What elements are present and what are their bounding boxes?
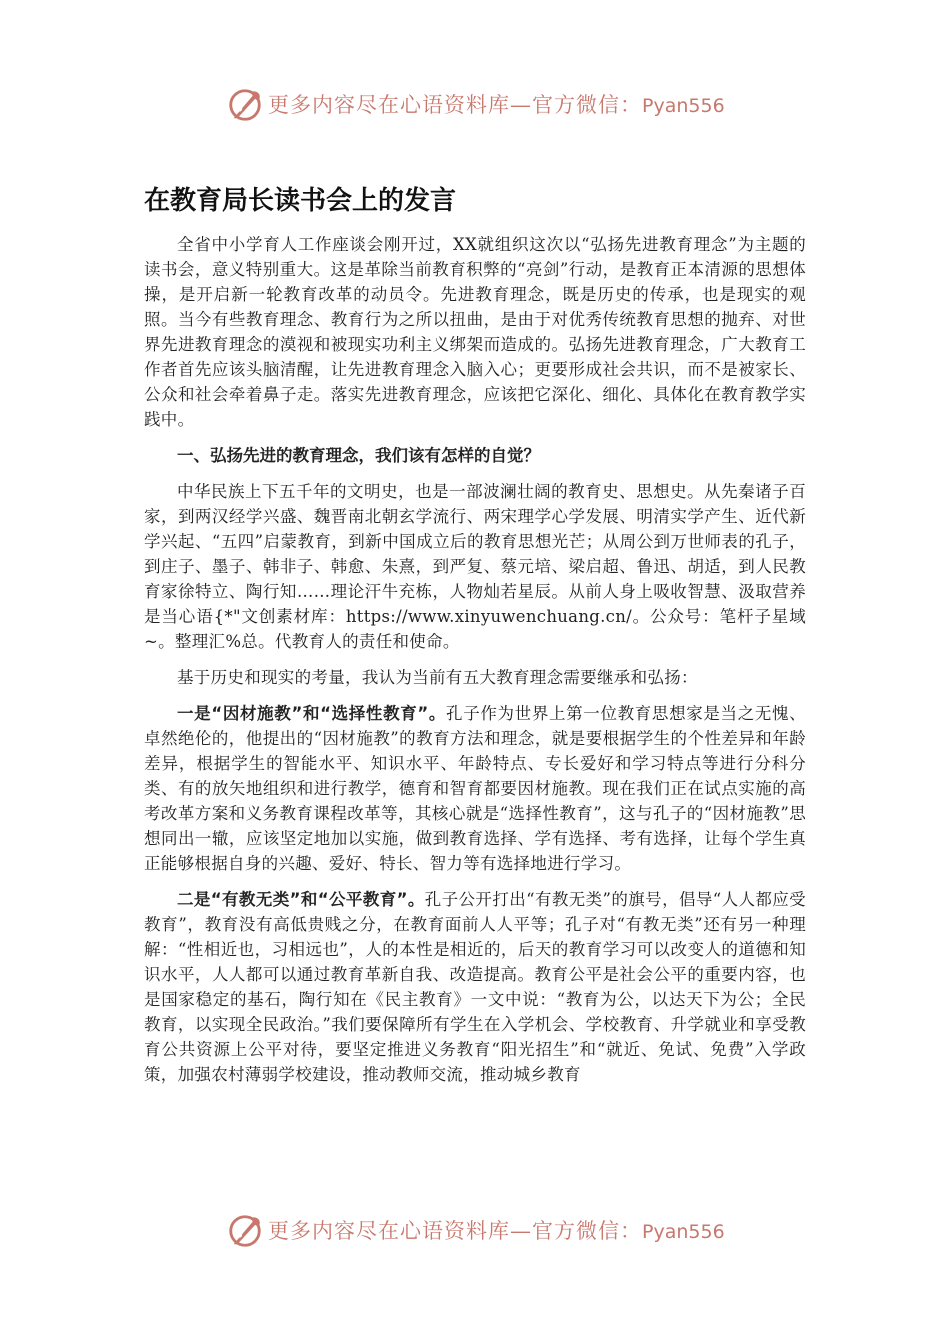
footer-watermark-banner [0, 1206, 950, 1256]
item-two-paragraph [144, 887, 806, 1087]
item-one-paragraph [144, 701, 806, 876]
document-body [144, 232, 806, 1098]
item-one-body: 孔子作为世界上第一位教育思想家是当之无愧、卓然绝伦的，他提出的“因材施教”的教育方法和理念，就是要根据学生的个性差异和年龄差异，根据学生的智能水平、知识水平、年龄特点、专长爱好和学习特点等进行分科分类、有的放矢地组织和进行教学，德育和智育都要因材施教。现在我们正在试点实施的高考改革方案和义务教育课程改革等，其核心就是“选择性教育”，这与孔子的“因材施教”思想同出一辙，应该坚定地加以实施，做到教育选择、学有选择、考有选择，让每个学生真正能够根据自身的兴趣、爱好、特长、智力等有选择地进行学习。 [144, 704, 806, 873]
section-heading: 一、弘扬先进的教育理念，我们该有怎样的自觉？ [177, 446, 540, 465]
basis-paragraph: 基于历史和现实的考量，我认为当前有五大教育理念需要继承和弘扬： [177, 668, 698, 687]
item-one-lead: 一是“因材施教”和“选择性教育”。 [177, 704, 447, 723]
banner-label: 更多内容尽在心语资料库—官方微信： [268, 93, 642, 117]
quill-logo-icon [226, 86, 264, 124]
page-title: 在教育局长读书会上的发言 [144, 186, 457, 216]
banner-text [268, 1215, 725, 1245]
intro-paragraph: 全省中小学育人工作座谈会刚开过，XX就组织这次以“弘扬先进教育理念”为主题的读书会，意义特别重大。这是革除当前教育积弊的“亮剑”行动，是教育正本清源的思想体操，是开启新一轮教育改革的动员令。先进教育理念，既是历史的传承，也是现实的观照。当今有些教育理念、教育行为之所以扭曲，是由于对优秀传统教育思想的抛弃、对世界先进教育理念的漠视和被现实功利主义绑架而造成的。弘扬先进教育理念，广大教育工作者首先应该头脑清醒，让先进教育理念入脑入心；更要形成社会共识，而不是被家长、公众和社会牵着鼻子走。落实先进教育理念，应该把它深化、细化、具体化在教育教学实践中。 [144, 235, 806, 429]
header-watermark-banner [0, 80, 950, 130]
item-two-lead: 二是“有教无类”和“公平教育”。 [177, 890, 425, 909]
banner-text [268, 89, 725, 119]
banner-label: 更多内容尽在心语资料库—官方微信： [268, 1219, 642, 1243]
item-two-body: 孔子公开打出“有教无类”的旗号，倡导“人人都应受教育”，教育没有高低贵贱之分，在教育面前人人平等；孔子对“有教无类”还有另一种理解：“性相近也，习相远也”，人的本性是相近的，后天的教育学习可以改变人的道德和知识水平，人人都可以通过教育革新自我、改造提高。教育公平是社会公平的重要内容，也是国家稳定的基石，陶行知在《民主教育》一文中说：“教育为公，以达天下为公；全民教育，以实现全民政治。”我们要保障所有学生在入学机会、学校教育、升学就业和享受教育公共资源上公平对待，要坚定推进义务教育“阳光招生”和“就近、免试、免费”入学政策，加强农村薄弱学校建设，推动教师交流，推动城乡教育 [144, 890, 806, 1084]
quill-logo-icon [226, 1212, 264, 1250]
banner-wechat-id: Pyan556 [642, 95, 725, 117]
history-paragraph: 中华民族上下五千年的文明史，也是一部波澜壮阔的教育史、思想史。从先秦诸子百家，到两汉经学兴盛、魏晋南北朝玄学流行、两宋理学心学发展、明清实学产生、近代新学兴起、“五四”启蒙教育，到新中国成立后的教育思想光芒；从周公到万世师表的孔子，到庄子、墨子、韩非子、韩愈、朱熹，到严复、蔡元培、梁启超、鲁迅、胡适，到人民教育家徐特立、陶行知……理论汗牛充栋，人物灿若星辰。从前人身上吸收智慧、汲取营养是当心语{*"文创素材库：https://www.xinyuwenchuang.cn/。公众号：笔杆子星域~。整理汇%总。代教育人的责任和使命。 [144, 482, 806, 651]
banner-wechat-id: Pyan556 [642, 1221, 725, 1243]
